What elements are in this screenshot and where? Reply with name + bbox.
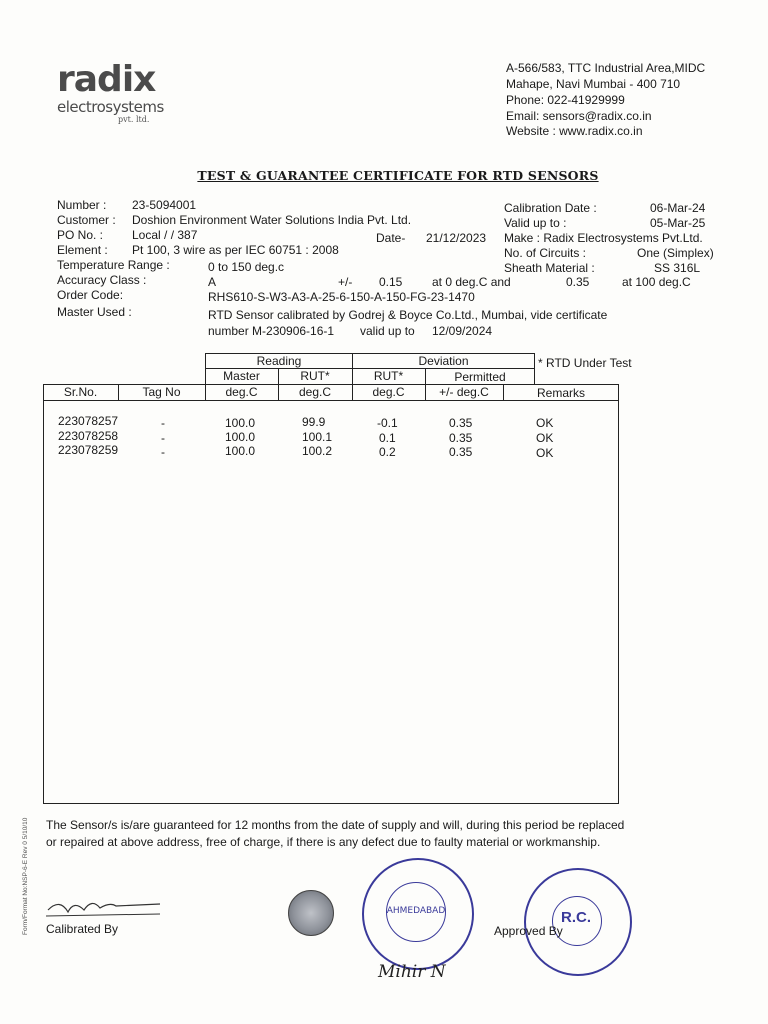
master-used-number: number M-230906-16-1: [208, 324, 335, 338]
phone-line: Phone: 022-41929999: [506, 93, 625, 107]
customer-label: Customer :: [57, 213, 116, 227]
address-line-2: Mahape, Navi Mumbai - 400 710: [506, 77, 681, 91]
company-logo-pvt: pvt. ltd.: [118, 115, 150, 124]
order-code-value: RHS610-S-W3-A3-A-25-6-150-A-150-FG-23-1470: [208, 290, 475, 304]
table-row-1-tag: -: [161, 416, 165, 430]
company-logo-subtitle: electrosystems: [57, 98, 164, 116]
temp-range-value: 0 to 150 deg.c: [208, 260, 285, 274]
approver-stamp-mark: R.C.: [561, 909, 591, 926]
table-row-1-rut: 99.9: [302, 415, 326, 429]
valid-label: Valid up to :: [504, 216, 567, 230]
table-row-2-srno: 223078258: [58, 429, 119, 443]
circuits-value: One (Simplex): [637, 246, 714, 260]
column-header-divider: [43, 400, 619, 401]
col-remarks: Remarks: [536, 386, 585, 400]
table-row-2-master: 100.0: [225, 430, 256, 444]
col-tag: Tag No: [142, 385, 181, 399]
make-value: Make : Radix Electrosystems Pvt.Ltd.: [504, 231, 703, 245]
table-row-2-tag: -: [161, 431, 165, 445]
master-subheader: Master: [223, 369, 260, 383]
po-date-label: Date-: [376, 231, 406, 245]
circuits-label: No. of Circuits :: [504, 246, 587, 260]
accuracy-value-100: 0.35: [566, 275, 590, 289]
customer-value: Doshion Environment Water Solutions India Pvt. Ltd.: [132, 213, 412, 227]
col-rut-unit: deg.C: [298, 385, 332, 399]
accuracy-pm: +/-: [338, 275, 353, 289]
cal-date-value: 06-Mar-24: [650, 201, 706, 215]
table-row-3-perm: 0.35: [449, 445, 473, 459]
element-value: Pt 100, 3 wire as per IEC 60751 : 2008: [132, 243, 339, 257]
deviation-header: Deviation: [418, 354, 469, 368]
accuracy-at-0: at 0 deg.C and: [432, 275, 511, 289]
col-master-unit: deg.C: [225, 385, 258, 399]
table-row-1-dev: -0.1: [377, 416, 398, 430]
rut-note: * RTD Under Test: [538, 356, 632, 370]
email-line: Email: sensors@radix.co.in: [506, 109, 652, 123]
guarantee-text: The Sensor/s is/are guaranteed for 12 months from the date of supply and will, during this period be replaced or repaired at above address, free of charge, if there is any defect due to faulty material or workmanship.: [46, 818, 625, 849]
valid-value: 05-Mar-25: [650, 216, 706, 230]
temp-range-label: Temperature Range :: [57, 258, 170, 272]
col-srno: Sr.No.: [63, 385, 98, 399]
col-perm-unit: +/- deg.C: [439, 385, 489, 399]
table-row-3-dev: 0.2: [379, 445, 396, 459]
number-value: 23-5094001: [132, 198, 197, 212]
table-row-2-remarks: OK: [536, 431, 554, 445]
po-label: PO No. :: [57, 228, 104, 242]
calibrator-signature: [40, 890, 170, 925]
signature-mihir: Mihir N: [378, 962, 446, 982]
master-valid-date: 12/09/2024: [432, 324, 493, 338]
accuracy-value-0: 0.15: [379, 275, 403, 289]
element-label: Element :: [57, 243, 108, 257]
table-row-1-srno: 223078257: [58, 414, 119, 428]
po-value: Local / / 387: [132, 228, 198, 242]
table-row-1-perm: 0.35: [449, 416, 473, 430]
table-row-3-rut: 100.2: [302, 444, 333, 458]
table-row-2-rut: 100.1: [302, 430, 333, 444]
rut-dev-subheader: RUT*: [373, 369, 404, 383]
cal-date-label: Calibration Date :: [504, 201, 597, 215]
stamp-city: AHMEDABAD: [386, 906, 446, 916]
certificate-title: TEST & GUARANTEE CERTIFICATE FOR RTD SENSORS: [197, 168, 599, 183]
rut-subheader: RUT*: [300, 369, 330, 383]
table-row-2-dev: 0.1: [379, 431, 396, 445]
table-row-3-srno: 223078259: [58, 443, 119, 457]
hologram-seal: [288, 890, 334, 936]
col-dev-unit: deg.C: [372, 385, 405, 399]
permitted-subheader: Permitted: [454, 370, 506, 384]
master-used-label: Master Used :: [57, 305, 132, 319]
accuracy-label: Accuracy Class :: [57, 273, 147, 287]
reading-header: Reading: [256, 354, 302, 368]
table-row-3-tag: -: [161, 445, 165, 459]
company-logo: radix: [57, 59, 156, 100]
approved-by-label: Approved By: [494, 924, 563, 938]
order-code-label: Order Code:: [57, 288, 124, 302]
number-label: Number :: [57, 198, 107, 212]
address-line-1: A-566/583, TTC Industrial Area,MIDC: [506, 61, 706, 75]
accuracy-class: A: [208, 275, 217, 289]
table-row-3-master: 100.0: [225, 444, 256, 458]
sheath-label: Sheath Material :: [504, 261, 595, 275]
website-line: Website : www.radix.co.in: [506, 124, 643, 138]
table-row-2-perm: 0.35: [449, 431, 473, 445]
table-row-3-remarks: OK: [536, 446, 554, 460]
master-used-line-1: RTD Sensor calibrated by Godrej & Boyce Co.Ltd., Mumbai, vide certificate: [208, 308, 608, 322]
sheath-value: SS 316L: [654, 261, 701, 275]
table-row-1-master: 100.0: [225, 416, 256, 430]
po-date-value: 21/12/2023: [426, 231, 487, 245]
master-valid-label: valid up to: [360, 324, 415, 338]
accuracy-at-100: at 100 deg.C: [622, 275, 691, 289]
form-number: Form/Format No:NSP-6-E Rev 0 5/10/10: [22, 817, 29, 935]
calibrated-by-label: Calibrated By: [46, 922, 119, 936]
table-row-1-remarks: OK: [536, 416, 554, 430]
